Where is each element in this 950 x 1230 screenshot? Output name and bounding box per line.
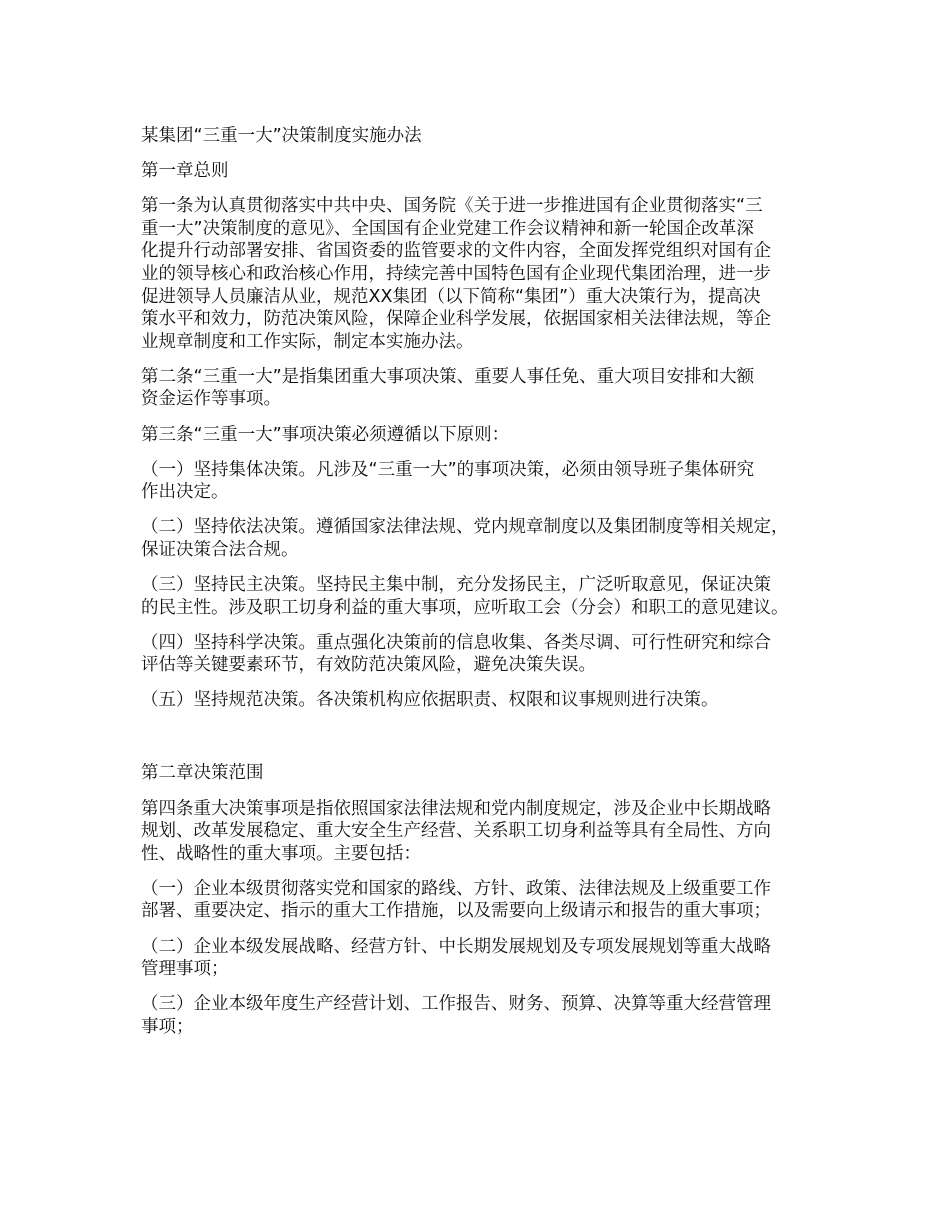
scope-item-1: （一）企业本级贯彻落实党和国家的路线、方针、政策、法律法规及上级重要工作 部署、重要决定、指示的重大工作措施，以及需要向上级请示和报告的重大事项； — [141, 878, 771, 922]
scope-item-2: （二）企业本级发展战略、经营方针、中长期发展规划及专项发展规划等重大战略 管理事项； — [141, 936, 771, 980]
article-3: 第三条“三重一大”事项决策必须遵循以下原则： — [141, 424, 510, 445]
scope-item-3: （三）企业本级年度生产经营计划、工作报告、财务、预算、决算等重大经营管理 事项； — [141, 994, 771, 1037]
principle-5: （五）坚持规范决策。各决策机构应依据职责、权限和议事规则进行决策。 — [141, 690, 719, 711]
article-4: 第四条重大决策事项是指依照国家法律法规和党内制度规定，涉及企业中长期战略 规划、改革发展稳定、重大安全生产经营、关系职工切身利益等具有全局性、方向 性、战略性的重大事项。主要包括： — [141, 798, 771, 864]
section-gap — [141, 724, 841, 762]
principle-2: （二）坚持依法决策。遵循国家法律法规、党内规章制度以及集团制度等相关规定， 保证决策合法合规。 — [141, 517, 789, 560]
principle-4: （四）坚持科学决策。重点强化决策前的信息收集、各类尽调、可行性研究和综合 评估等关键要素环节，有效防范决策风险，避免决策失误。 — [141, 632, 771, 676]
document-page — [141, 125, 841, 1051]
principle-1: （一）坚持集体决策。凡涉及“三重一大”的事项决策，必须由领导班子集体研究 作出决定。 — [141, 459, 755, 503]
document-title: 某集团“三重一大”决策制度实施办法 — [141, 126, 422, 146]
article-1: 第一条为认真贯彻落实中共中央、国务院《关于进一步推进国有企业贯彻落实“三 重一大”决策制度的意见》、全国国有企业党建工作会议精神和新一轮国企改革深 化提升行动部署安排、省国资委的监管要求的文件内容，全面发挥党组织对国有企 业的领导核心和政治核心作用，持续完善中国特色国有企业现代集团治理，进一步 促进领导人员廉洁从业，规范XX集团（以下简称“集团”）重大决策行为，提高决 策水平和效力，防范决策风险，保障企业科学发展，依据国家相关法律法规，等企 业规章制度和工作实际，制定本实施办法。 — [141, 196, 771, 352]
chapter-heading-1: 第一章总则 — [141, 161, 229, 182]
article-2: 第二条“三重一大”是指集团重大事项决策、重要人事任免、重大项目安排和大额 资金运作等事项。 — [141, 366, 755, 410]
chapter-heading-2: 第二章决策范围 — [141, 763, 264, 784]
principle-3: （三）坚持民主决策。坚持民主集中制，充分发扬民主，广泛听取意见，保证决策 的民主性。涉及职工切身利益的重大事项，应听取工会（分会）和职工的意见建议。 — [141, 575, 789, 618]
